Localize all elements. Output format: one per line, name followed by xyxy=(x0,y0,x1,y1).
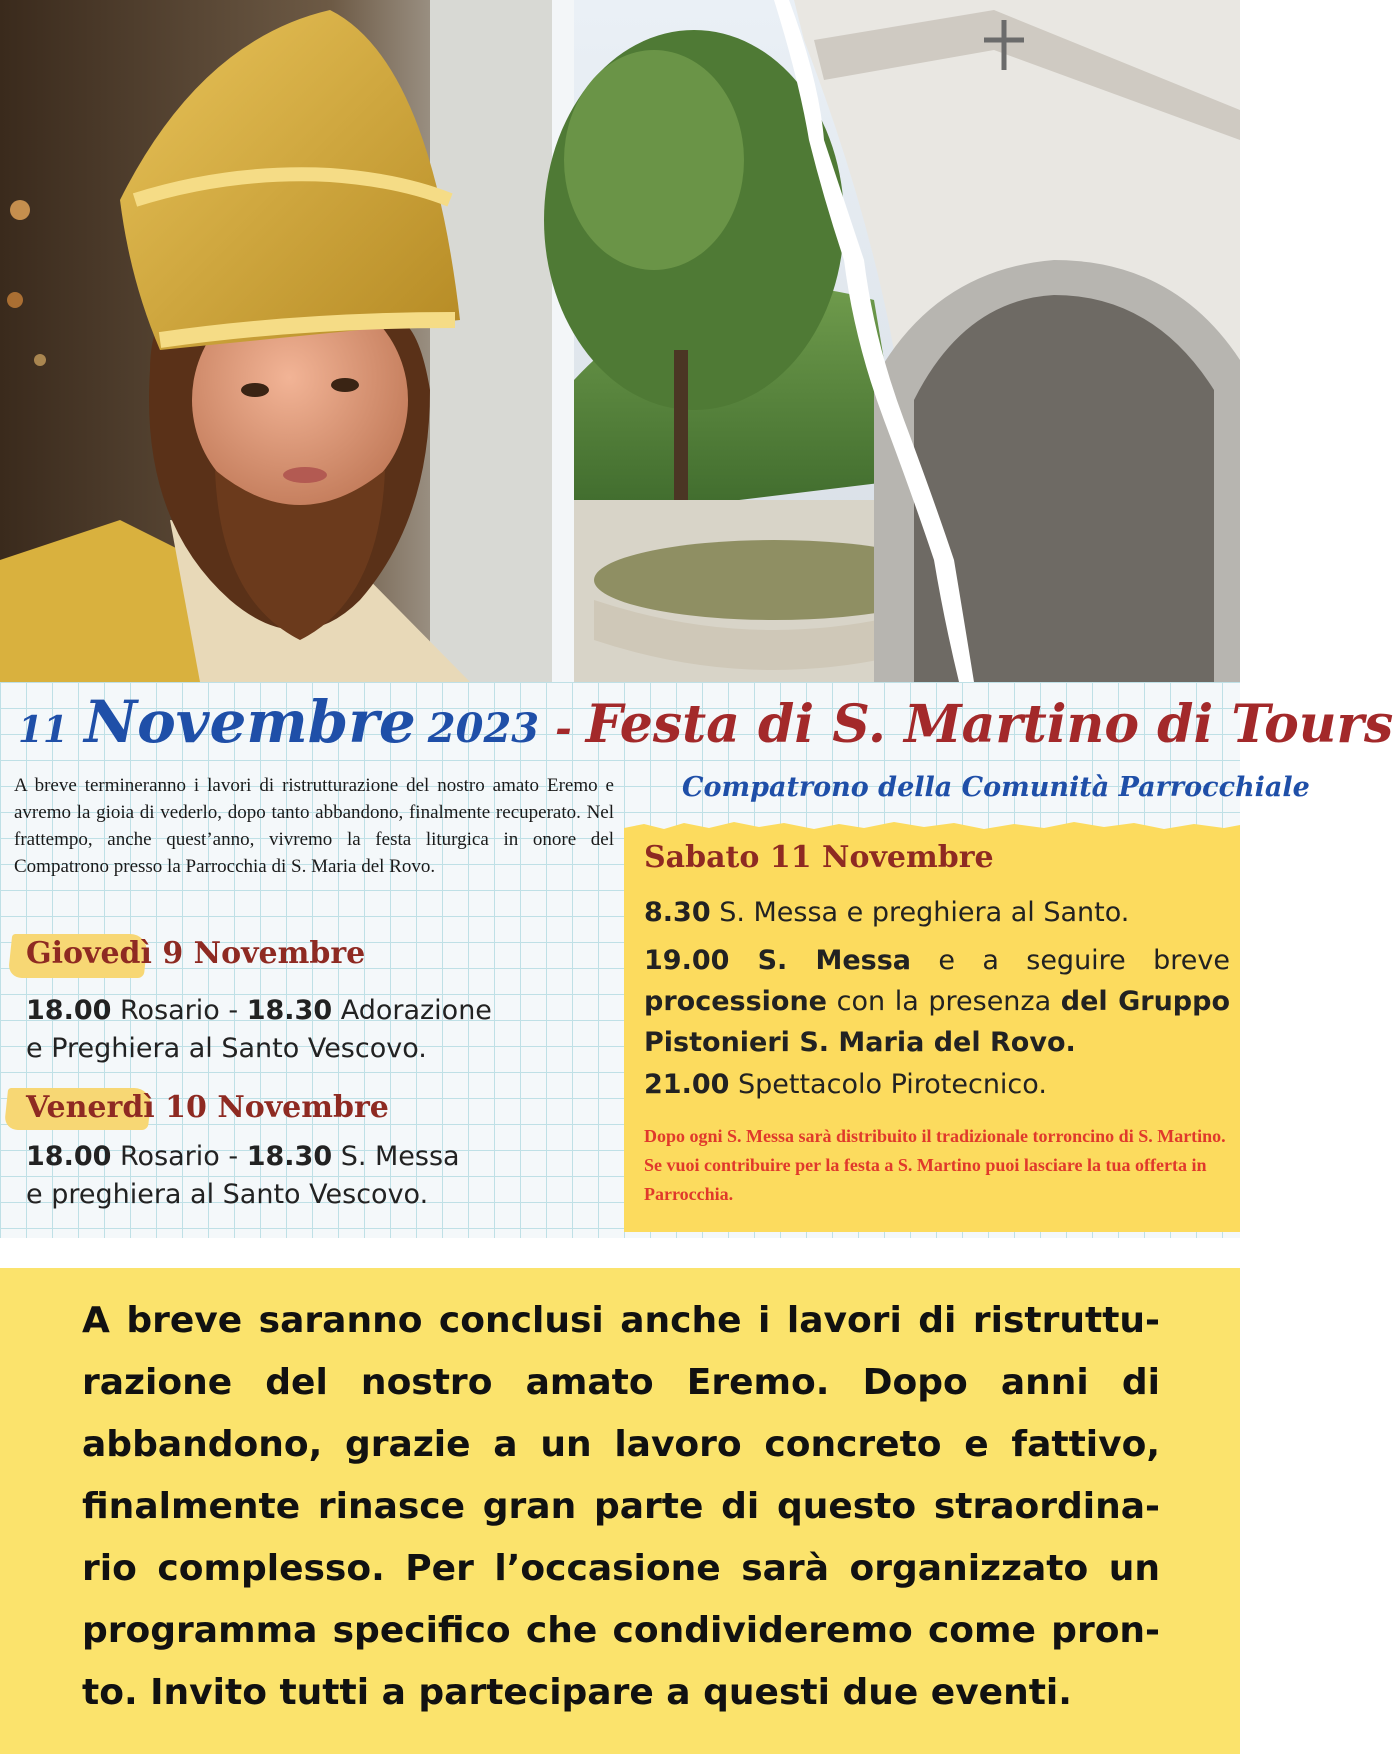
intro-paragraph: A breve termineranno i lavori di ristrutturazione del nostro amato Eremo e avremo la gioia di vederlo, dopo tanto abbandono, finalmente recuperato. Nel frattempo, anche quest’anno, vivremo la festa liturgica in onore del Compatrono presso la Parrocchia di S. Maria del Rovo. xyxy=(14,775,614,877)
saturday-item-3 xyxy=(644,1064,1230,1105)
headline-dash: - xyxy=(555,705,572,752)
headline-day: 11 xyxy=(18,709,69,751)
saturday-label: Sabato 11 Novembre xyxy=(644,840,994,875)
thursday-time-2: 18.30 xyxy=(246,995,333,1026)
subtitle: Compatrono della Comunità Parrocchiale xyxy=(682,772,1310,803)
headline-title: Festa di S. Martino di Tours xyxy=(585,694,1393,755)
hermitage-photo xyxy=(574,0,1240,682)
event-program-sheet xyxy=(0,682,1393,1238)
friday-text-2: S. Messa xyxy=(332,1141,460,1172)
torn-edge-decoration xyxy=(624,820,1240,834)
saturday-note: Dopo ogni S. Messa sarà distribuito il tradizionale torroncino di S. Martino. Se vuoi contribuire per la festa a S. Martino puoi lasciare la tua offerta in Parrocchia. xyxy=(644,1126,1226,1204)
announcement-top-border xyxy=(0,1238,1240,1268)
saturday-item-2 xyxy=(644,940,1230,1063)
saturday-time-1: 8.30 xyxy=(644,897,711,928)
saturday-time-2: 19.00 xyxy=(644,945,730,976)
announcement-panel xyxy=(0,1238,1240,1754)
saturday-item-1 xyxy=(644,892,1230,933)
saint-statue-photo xyxy=(0,0,552,682)
saturday-text-2a: e a seguire breve xyxy=(911,945,1231,976)
friday-label: Venerdì 10 Novembre xyxy=(26,1090,389,1125)
saturday-text-3: Spettacolo Pirotecnico. xyxy=(729,1069,1047,1100)
friday-time-1: 18.00 xyxy=(26,1141,112,1172)
saturday-bold-2c: del Gruppo Pistonieri S. Maria del Rovo. xyxy=(644,986,1230,1058)
hermitage-image xyxy=(574,0,1240,682)
friday-time-2: 18.30 xyxy=(246,1141,333,1172)
thursday-text-1: Rosario - xyxy=(120,995,247,1026)
saturday-time-3: 21.00 xyxy=(644,1069,730,1100)
saint-statue-image xyxy=(0,0,552,682)
announcement-text: A breve saranno conclusi anche i lavori di ristruttu-razione del nostro amato Eremo. Dopo anni di abbandono, grazie a un lavoro concreto e fattivo, finalmente rinasce gran parte di questo straordina-rio complesso. Per l’occasione sarà organizzato un programma specifico che condivideremo come pron-to. Invito tutti a partecipare a questi due eventi. xyxy=(82,1300,1160,1713)
thursday-text-2: Adorazione xyxy=(332,995,492,1026)
saturday-text-1: S. Messa e preghiera al Santo. xyxy=(710,897,1130,928)
headline-month: Novembre xyxy=(84,688,416,756)
friday-line-2: e preghiera al Santo Vescovo. xyxy=(26,1179,429,1210)
photo-band xyxy=(0,0,1240,682)
thursday-line-2: e Preghiera al Santo Vescovo. xyxy=(26,1033,427,1064)
thursday-line-1 xyxy=(26,992,586,1030)
thursday-label: Giovedì 9 Novembre xyxy=(26,936,366,971)
saturday-bold-2a: S. Messa xyxy=(729,945,912,976)
saturday-text-2b: con la presenza xyxy=(827,986,1061,1017)
saturday-bold-2b: processione xyxy=(644,986,827,1017)
headline-year: 2023 xyxy=(427,705,540,752)
headline xyxy=(18,688,1393,760)
friday-line-1 xyxy=(26,1138,586,1176)
saturday-card xyxy=(624,830,1240,1232)
thursday-time-1: 18.00 xyxy=(26,995,112,1026)
friday-text-1: Rosario - xyxy=(120,1141,247,1172)
